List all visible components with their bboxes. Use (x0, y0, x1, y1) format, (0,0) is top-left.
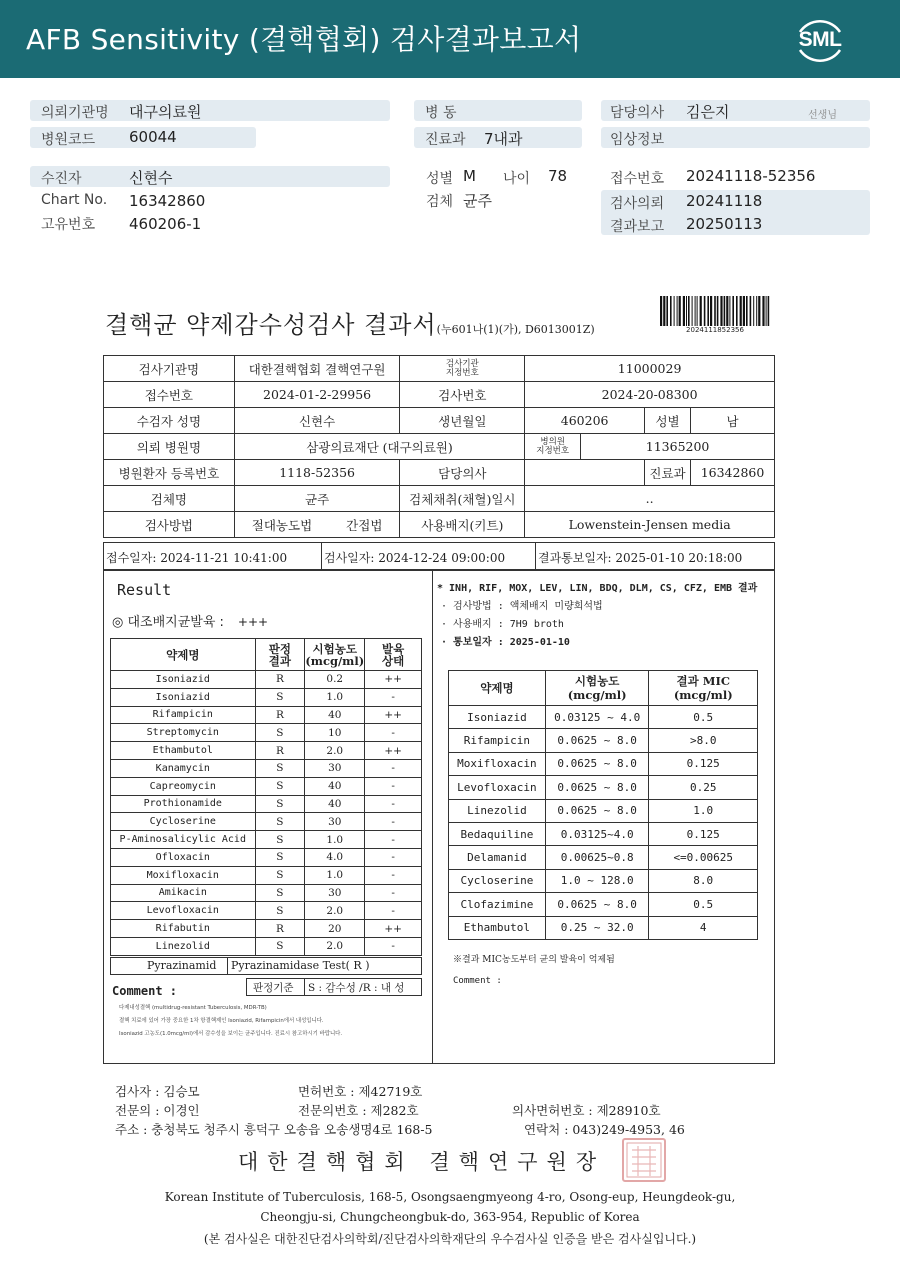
table-cell: .. (525, 486, 775, 512)
drug-name-cell: Clofazimine (449, 893, 546, 916)
page-title: AFB Sensitivity (결핵협회) 검사결과보고서 (26, 23, 582, 56)
drug-name-cell: Isoniazid (111, 688, 256, 706)
drug-name-cell: Delamanid (449, 846, 546, 869)
drug-name-cell: Prothionamide (111, 795, 256, 813)
table-cell: 0.25 (649, 776, 758, 799)
table-cell: S (255, 795, 305, 813)
drug-name-cell: Cycloserine (449, 869, 546, 892)
table-row (449, 822, 758, 845)
table-cell: 0.5 (649, 893, 758, 916)
table-row (111, 902, 422, 920)
table-cell: 0.0625 ~ 8.0 (545, 799, 649, 822)
drug-name-cell: Capreomycin (111, 777, 256, 795)
table-cell: 0.03125 ~ 4.0 (545, 706, 649, 729)
table-cell: 0.125 (649, 752, 758, 775)
table-cell: 검사기관명 (104, 356, 235, 382)
table-cell: 30 (305, 884, 365, 902)
table-row (111, 795, 422, 813)
uid-label: 고유번호 (41, 217, 96, 233)
table-cell: S (255, 848, 305, 866)
table-row (449, 916, 758, 939)
table-cell: 0.0625 ~ 8.0 (545, 752, 649, 775)
comment-label: Comment : (112, 984, 178, 998)
table-cell: 0.0625 ~ 8.0 (545, 729, 649, 752)
table-cell: 1.0 ~ 128.0 (545, 869, 649, 892)
license-number: 면허번호 : 제42719호 (298, 1084, 423, 1099)
table-cell: - (365, 724, 422, 742)
table-cell: 의뢰 병원명 (104, 434, 235, 460)
table-cell: 8.0 (649, 869, 758, 892)
table-row (449, 869, 758, 892)
table-cell (525, 460, 645, 486)
header-text: 판정 결과 (268, 641, 292, 668)
table-cell: 성별 (645, 408, 691, 434)
sex-label: 성별 (426, 171, 454, 187)
table-cell: 병원환자 등록번호 (104, 460, 235, 486)
divider (432, 570, 433, 1064)
sml-logo (790, 12, 850, 68)
examiner: 검사자 : 김승모 (115, 1084, 200, 1099)
doctor-license: 의사면허번호 : 제28910호 (512, 1103, 661, 1118)
date-row (103, 542, 775, 570)
drug-name-cell: Ethambutol (449, 916, 546, 939)
table-cell: 1.0 (305, 866, 365, 884)
table-cell: S (255, 866, 305, 884)
drug-name-cell: Streptomycin (111, 724, 256, 742)
report-date-label: 결과보고 (610, 219, 665, 235)
table-cell: - (365, 902, 422, 920)
table-cell: 접수번호 (104, 382, 235, 408)
table-cell: 4.0 (305, 848, 365, 866)
column-header (111, 639, 256, 671)
table-row (104, 460, 775, 486)
table-cell: 2.0 (305, 742, 365, 760)
req-org-label: 의뢰기관명 (41, 105, 109, 121)
header-text: 시험농도 (mcg/ml) (305, 641, 365, 668)
cell-text: 병의원 지정번호 (536, 436, 570, 456)
table-cell: 2.0 (305, 902, 365, 920)
table-cell: S (255, 724, 305, 742)
chart-value: 16342860 (129, 192, 206, 210)
table-cell: ++ (365, 742, 422, 760)
table-cell: - (365, 937, 422, 955)
table-cell: 2.0 (305, 937, 365, 955)
column-header (449, 671, 546, 706)
table-cell: R (255, 920, 305, 938)
table-row (111, 724, 422, 742)
institute-english-line2: Cheongju-si, Chungcheongbuk-do, 363-954, Republic of Korea (260, 1210, 640, 1224)
logo-text: SML (798, 28, 842, 51)
drug-name-cell: Amikacin (111, 884, 256, 902)
right-comment-label: Comment : (453, 976, 502, 986)
drug-name-cell: Moxifloxacin (111, 866, 256, 884)
receipt-label: 접수번호 (610, 171, 665, 187)
receipt-value: 20241118-52356 (686, 167, 816, 185)
table-header-row (111, 639, 422, 671)
report-header-table (103, 355, 775, 538)
table-row (111, 920, 422, 938)
institute-name: 대한결핵협회 결핵연구원장 (238, 1150, 606, 1174)
table-cell: 40 (305, 795, 365, 813)
table-cell (234, 512, 400, 538)
drug-name-cell: Ethambutol (111, 742, 256, 760)
divider (535, 543, 536, 569)
table-cell: - (365, 813, 422, 831)
received-date: 접수일자: 2024-11-21 10:41:00 (106, 551, 288, 565)
hosp-code-label: 병원코드 (41, 132, 96, 148)
table-cell: R (255, 742, 305, 760)
divider (227, 958, 228, 974)
table-cell: ++ (365, 920, 422, 938)
column-header (649, 671, 758, 706)
contact: 연락처 : 043)249-4953, 46 (524, 1122, 685, 1137)
row-shade (30, 166, 390, 187)
specialist: 전문의 : 이경인 (115, 1103, 200, 1118)
column-header (305, 639, 365, 671)
liquid-method-info (437, 580, 757, 652)
table-cell: 검체명 (104, 486, 235, 512)
table-cell: 0.00625~0.8 (545, 846, 649, 869)
table-cell: >8.0 (649, 729, 758, 752)
table-cell: <=0.00625 (649, 846, 758, 869)
table-cell: 검사방법 (104, 512, 235, 538)
doctor-suffix: 선생님 (808, 110, 837, 121)
ward-label: 병 동 (425, 105, 457, 121)
table-body (111, 671, 422, 956)
drug-name-cell: Rifampicin (449, 729, 546, 752)
doctor-value: 김은지 (686, 103, 730, 121)
specimen-value: 균주 (463, 192, 492, 210)
header-text: 발육 상태 (382, 641, 405, 668)
clinical-label: 임상정보 (610, 132, 665, 148)
table-cell: 남 (691, 408, 775, 434)
report-title (105, 305, 595, 340)
judge-value: S : 감수성 /R : 내 성 (308, 982, 405, 994)
req-org-value: 대구의료원 (129, 103, 202, 121)
header-banner (0, 0, 900, 78)
drug-name-cell: Rifabutin (111, 920, 256, 938)
table-cell: - (365, 795, 422, 813)
table-cell: 균주 (234, 486, 400, 512)
table-cell: 40 (305, 706, 365, 724)
table-row (111, 706, 422, 724)
table-row (111, 866, 422, 884)
table-row (111, 884, 422, 902)
table-cell: 1.0 (305, 831, 365, 849)
pza-test: Pyrazinamidase Test( R ) (231, 959, 370, 972)
table-row (111, 937, 422, 955)
report-title-code: (누601나(1)(가), D6013001Z) (436, 323, 595, 336)
header-text: 약제명 (480, 681, 514, 695)
table-cell: ++ (365, 706, 422, 724)
table-cell: - (365, 688, 422, 706)
judge-label: 판정기준 (253, 982, 294, 994)
drug-name-cell: Linezolid (111, 937, 256, 955)
table-cell: 검사번호 (400, 382, 525, 408)
table-cell: 0.2 (305, 671, 365, 689)
right-title: * INH, RIF, MOX, LEV, LIN, BDQ, DLM, CS, CFZ, EMB 결과 (437, 583, 758, 594)
table-row (111, 777, 422, 795)
drug-name-cell: Isoniazid (449, 706, 546, 729)
table-cell: S (255, 937, 305, 955)
age-label: 나이 (503, 171, 531, 187)
mic-note: ※결과 MIC농도부터 균의 발육이 억제됨 (453, 955, 615, 965)
certification-note: (본 검사실은 대한진단검사의학회/진단검사의학재단의 우수검사실 인증을 받은 검사실입니다.) (203, 1232, 697, 1246)
table-cell: S (255, 688, 305, 706)
table-cell: 40 (305, 777, 365, 795)
barcode-icon (660, 296, 770, 326)
table-cell: 30 (305, 813, 365, 831)
table-cell: 신현수 (234, 408, 400, 434)
table-cell: - (365, 848, 422, 866)
sex-value: M (463, 167, 476, 185)
control-growth (112, 611, 268, 630)
official-seal (622, 1138, 666, 1182)
table-header-row (449, 671, 758, 706)
table-cell: 4 (649, 916, 758, 939)
mic-result-table (448, 670, 758, 940)
table-row (111, 848, 422, 866)
table-cell: 10 (305, 724, 365, 742)
drug-name-cell: Kanamycin (111, 759, 256, 777)
drug-name-cell: Rifampicin (111, 706, 256, 724)
table-cell: 담당의사 (400, 460, 525, 486)
table-cell: 30 (305, 759, 365, 777)
table-cell: ++ (365, 671, 422, 689)
right-media: · 사용배지 : 7H9 broth (441, 619, 564, 630)
table-cell: Lowenstein-Jensen media (525, 512, 775, 538)
drug-name-cell: Levofloxacin (111, 902, 256, 920)
specialist-number: 전문의번호 : 제282호 (298, 1103, 419, 1118)
table-cell: 1.0 (649, 799, 758, 822)
req-date-label: 검사의뢰 (610, 196, 665, 212)
report-title-text: 결핵균 약제감수성검사 결과서 (105, 311, 437, 339)
pza-name: Pyrazinamid (147, 959, 217, 972)
table-row (449, 752, 758, 775)
table-cell: S (255, 884, 305, 902)
table-cell: 대한결핵협회 결핵연구원 (234, 356, 400, 382)
column-header (365, 639, 422, 671)
drug-name-cell: Cycloserine (111, 813, 256, 831)
table-cell: 16342860 (691, 460, 775, 486)
header-text: 약제명 (166, 647, 200, 662)
table-cell: 0.03125~4.0 (545, 822, 649, 845)
table-body (449, 706, 758, 940)
column-header (255, 639, 305, 671)
table-cell: 0.0625 ~ 8.0 (545, 776, 649, 799)
header-text: 시험농도 (mcg/ml) (567, 674, 627, 702)
patient-label: 수진자 (41, 171, 82, 187)
table-cell: 20 (305, 920, 365, 938)
table-cell: 0.0625 ~ 8.0 (545, 893, 649, 916)
table-row (104, 408, 775, 434)
table-row (449, 799, 758, 822)
table-cell (400, 356, 525, 382)
cell-text: 절대농도법 (251, 517, 313, 533)
drug-name-cell: Linezolid (449, 799, 546, 822)
table-cell: - (365, 866, 422, 884)
comment-line: Isoniazid 고농도(1.0mcg/ml)에서 감수성을 보이는 균주입니다. 진료시 참고하시기 바랍니다. (119, 1031, 343, 1037)
table-row (111, 813, 422, 831)
chart-label: Chart No. (41, 192, 108, 208)
table-row (104, 382, 775, 408)
result-label: Result (117, 581, 172, 599)
address: 주소 : 충청북도 청주시 흥덕구 오송읍 오송생명4로 168-5 (115, 1122, 433, 1137)
table-cell: 1118-52356 (234, 460, 400, 486)
drug-name-cell: Ofloxacin (111, 848, 256, 866)
table-row (449, 729, 758, 752)
table-cell: 460206 (525, 408, 645, 434)
divider (304, 979, 305, 995)
patient-value: 신현수 (129, 169, 173, 187)
table-cell: R (255, 706, 305, 724)
dept-label: 진료과 (425, 132, 466, 148)
drug-name-cell: Moxifloxacin (449, 752, 546, 775)
age-value: 78 (548, 167, 568, 185)
table-cell: 생년월일 (400, 408, 525, 434)
control-label: ◎ 대조배지균발육 : (112, 615, 224, 630)
table-cell: 삼광의료재단 (대구의료원) (234, 434, 524, 460)
drug-name-cell: Isoniazid (111, 671, 256, 689)
table-cell: R (255, 671, 305, 689)
table-cell (525, 434, 581, 460)
table-row (111, 688, 422, 706)
table-row (449, 893, 758, 916)
tested-date: 검사일자: 2024-12-24 09:00:00 (324, 551, 506, 565)
table-cell: 사용배지(키트) (400, 512, 525, 538)
comment-line: 결핵 치료에 있어 가장 중요한 1차 항결핵제인 Isoniazid, Rifampicin에서 내성입니다. (119, 1018, 324, 1024)
table-row (111, 759, 422, 777)
table-cell: S (255, 777, 305, 795)
barcode-number: 2024111852356 (686, 326, 744, 334)
institute-english-line1: Korean Institute of Tuberculosis, 168-5, Osongsaengmyeong 4-ro, Osong-eup, Heungdeok-gu, (164, 1190, 736, 1204)
cell-text: 간접법 (346, 517, 383, 533)
drug-name-cell: Bedaquiline (449, 822, 546, 845)
table-cell: 11365200 (581, 434, 775, 460)
table-cell: S (255, 813, 305, 831)
table-cell: 2024-20-08300 (525, 382, 775, 408)
judgment-criteria (246, 978, 422, 996)
table-cell: 0.5 (649, 706, 758, 729)
table-row (111, 671, 422, 689)
control-value: +++ (237, 615, 269, 629)
divider (321, 543, 322, 569)
table-row (111, 831, 422, 849)
comment-line: 다제내성결핵 (multidrug-resistant Tuberculosis, MDR-TB) (119, 1005, 267, 1011)
table-cell: - (365, 777, 422, 795)
dept-value: 7내과 (484, 130, 523, 148)
table-cell: S (255, 902, 305, 920)
comment-text (119, 1002, 424, 1041)
table-cell: 0.125 (649, 822, 758, 845)
right-date: · 통보일자 : 2025-01-10 (441, 637, 570, 648)
column-header (545, 671, 649, 706)
table-cell: 1.0 (305, 688, 365, 706)
table-row (104, 512, 775, 538)
table-cell: S (255, 831, 305, 849)
drug-name-cell: Levofloxacin (449, 776, 546, 799)
table-cell: 수검자 성명 (104, 408, 235, 434)
table-cell: 검체채취(채혈)일시 (400, 486, 525, 512)
table-row (111, 742, 422, 760)
table-cell: S (255, 759, 305, 777)
pza-row (110, 957, 422, 975)
doctor-label: 담당의사 (610, 105, 665, 121)
right-method: · 검사방법 : 액체배지 미량희석법 (441, 601, 603, 612)
table-cell: 2024-01-2-29956 (234, 382, 400, 408)
cell-text: 검사기관 지정번호 (445, 358, 479, 378)
table-cell: - (365, 759, 422, 777)
table-row (449, 706, 758, 729)
table-row (104, 434, 775, 460)
seal-icon (624, 1140, 664, 1180)
header-text: 결과 MIC (mcg/ml) (673, 674, 733, 702)
table-cell: 11000029 (525, 356, 775, 382)
table-cell: 0.25 ~ 32.0 (545, 916, 649, 939)
drug-name-cell: P-Aminosalicylic Acid (111, 831, 256, 849)
req-date-value: 20241118 (686, 192, 763, 210)
table-row (449, 776, 758, 799)
solid-media-result-table (110, 638, 422, 956)
table-cell: - (365, 831, 422, 849)
uid-value: 460206-1 (129, 215, 202, 233)
table-row (104, 486, 775, 512)
report-date-value: 20250113 (686, 215, 763, 233)
notified-date: 결과통보일자: 2025-01-10 20:18:00 (538, 551, 743, 565)
table-cell: - (365, 884, 422, 902)
table-cell: 진료과 (645, 460, 691, 486)
hosp-code-value: 60044 (129, 128, 177, 146)
specimen-label: 검체 (426, 194, 454, 210)
table-row (449, 846, 758, 869)
table-row (104, 356, 775, 382)
